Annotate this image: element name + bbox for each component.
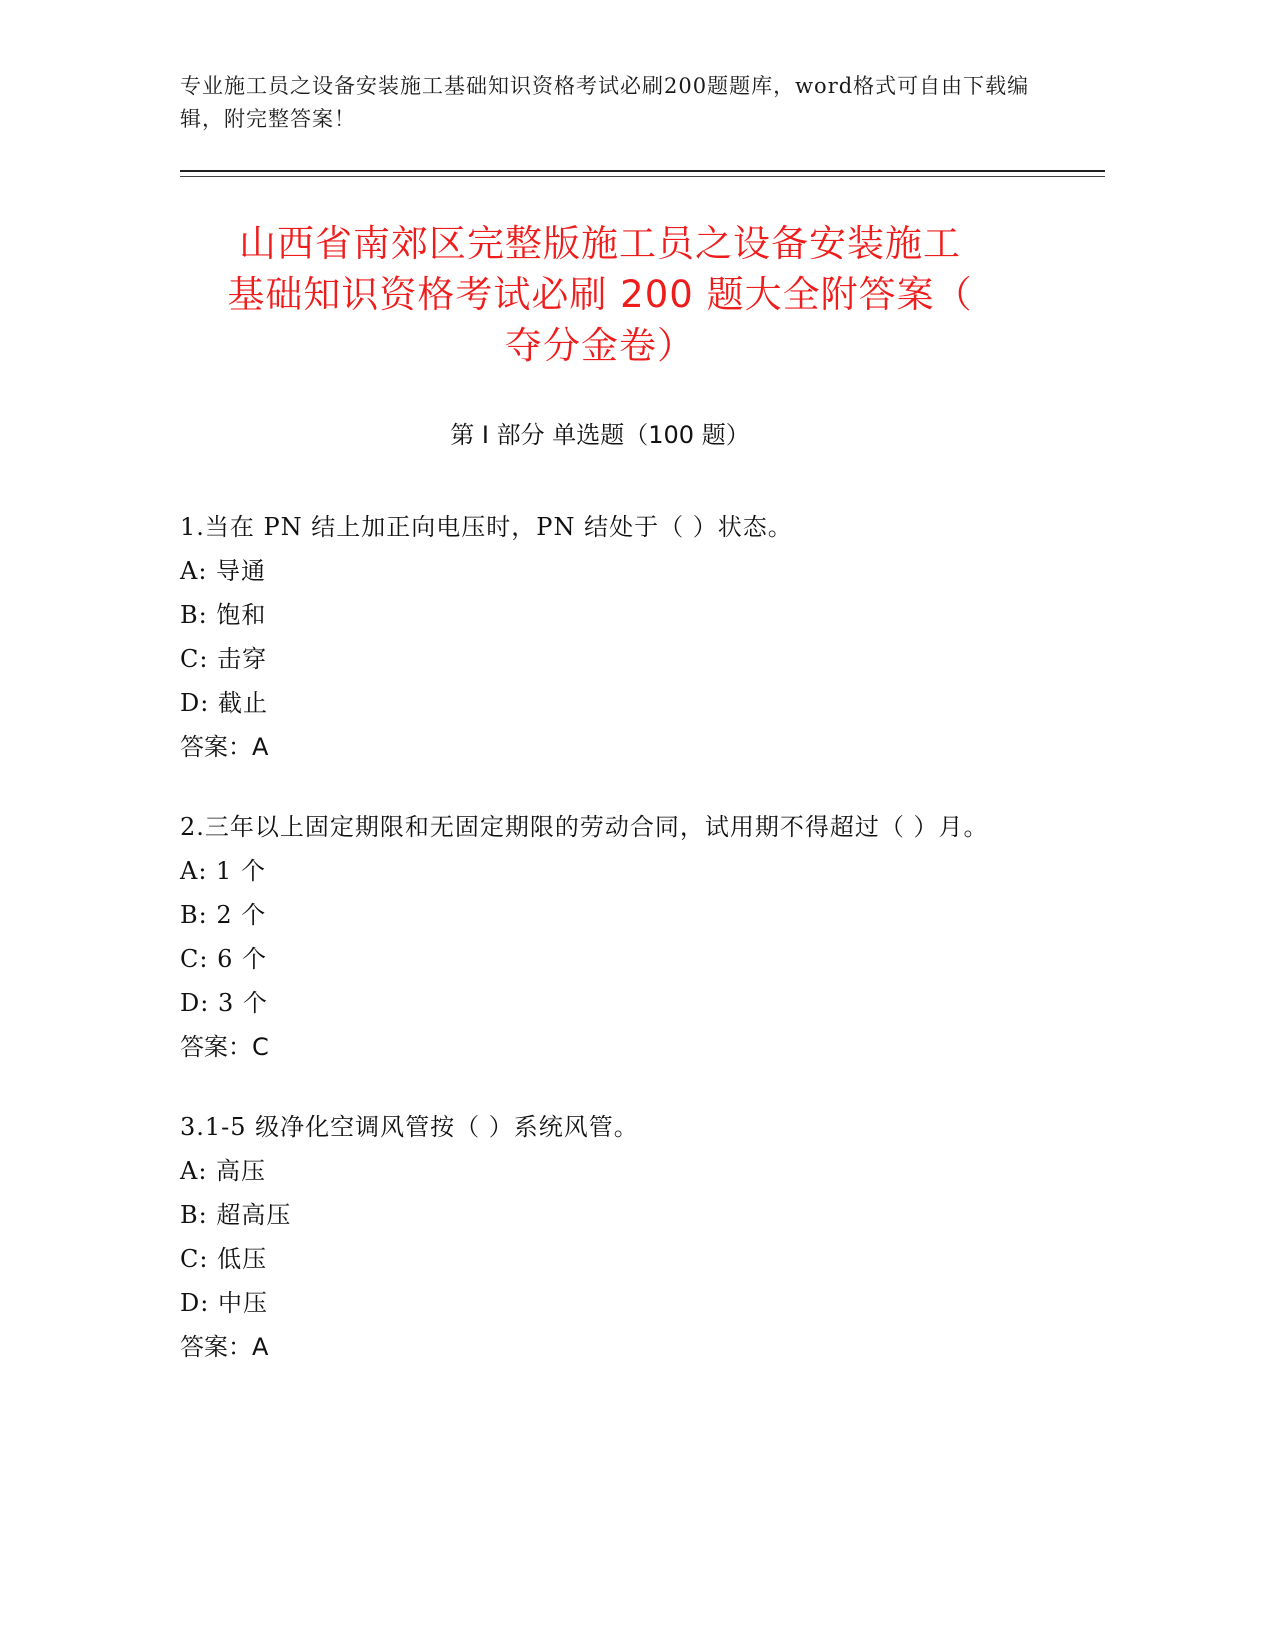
option-a: A: 高压: [180, 1157, 267, 1185]
title-line-3: 夺分金卷）: [505, 324, 695, 367]
section-title: 第 I 部分 单选题（100 题）: [450, 421, 750, 449]
option-a: A: 1 个: [180, 857, 266, 885]
header-rule-thick: [180, 170, 1105, 172]
document-title: [180, 218, 1020, 371]
answer-line: 答案：C: [180, 1033, 269, 1061]
title-line-1: 山西省南郊区完整版施工员之设备安装施工: [239, 222, 961, 265]
option-d: D: 3 个: [180, 989, 268, 1017]
question-1: [180, 505, 1040, 769]
question-2: [180, 805, 1040, 1069]
title-line-2: 基础知识资格考试必刷 200 题大全附答案（: [227, 273, 973, 316]
question-stem: 3.1-5 级净化空调风管按（ ）系统风管。: [180, 1113, 639, 1141]
option-b: B: 超高压: [180, 1201, 292, 1229]
option-c: C: 6 个: [180, 945, 267, 973]
option-a: A: 导通: [180, 557, 267, 585]
document-page: [180, 0, 1105, 1650]
option-b: B: 饱和: [180, 601, 267, 629]
header-note: 专业施工员之设备安装施工基础知识资格考试必刷200题题库，word格式可自由下载编辑，附完整答案！: [180, 74, 1030, 131]
question-stem: 1.当在 PN 结上加正向电压时，PN 结处于（ ）状态。: [180, 513, 793, 541]
option-d: D: 截止: [180, 689, 268, 717]
question-stem: 2.三年以上固定期限和无固定期限的劳动合同，试用期不得超过（ ）月。: [180, 813, 989, 841]
option-c: C: 低压: [180, 1245, 268, 1273]
question-3: [180, 1105, 1040, 1369]
option-c: C: 击穿: [180, 645, 268, 673]
option-d: D: 中压: [180, 1289, 268, 1317]
question-list: [180, 505, 1040, 1405]
header-rule-thin: [180, 176, 1105, 177]
answer-line: 答案：A: [180, 733, 269, 761]
option-b: B: 2 个: [180, 901, 267, 929]
answer-line: 答案：A: [180, 1333, 269, 1361]
